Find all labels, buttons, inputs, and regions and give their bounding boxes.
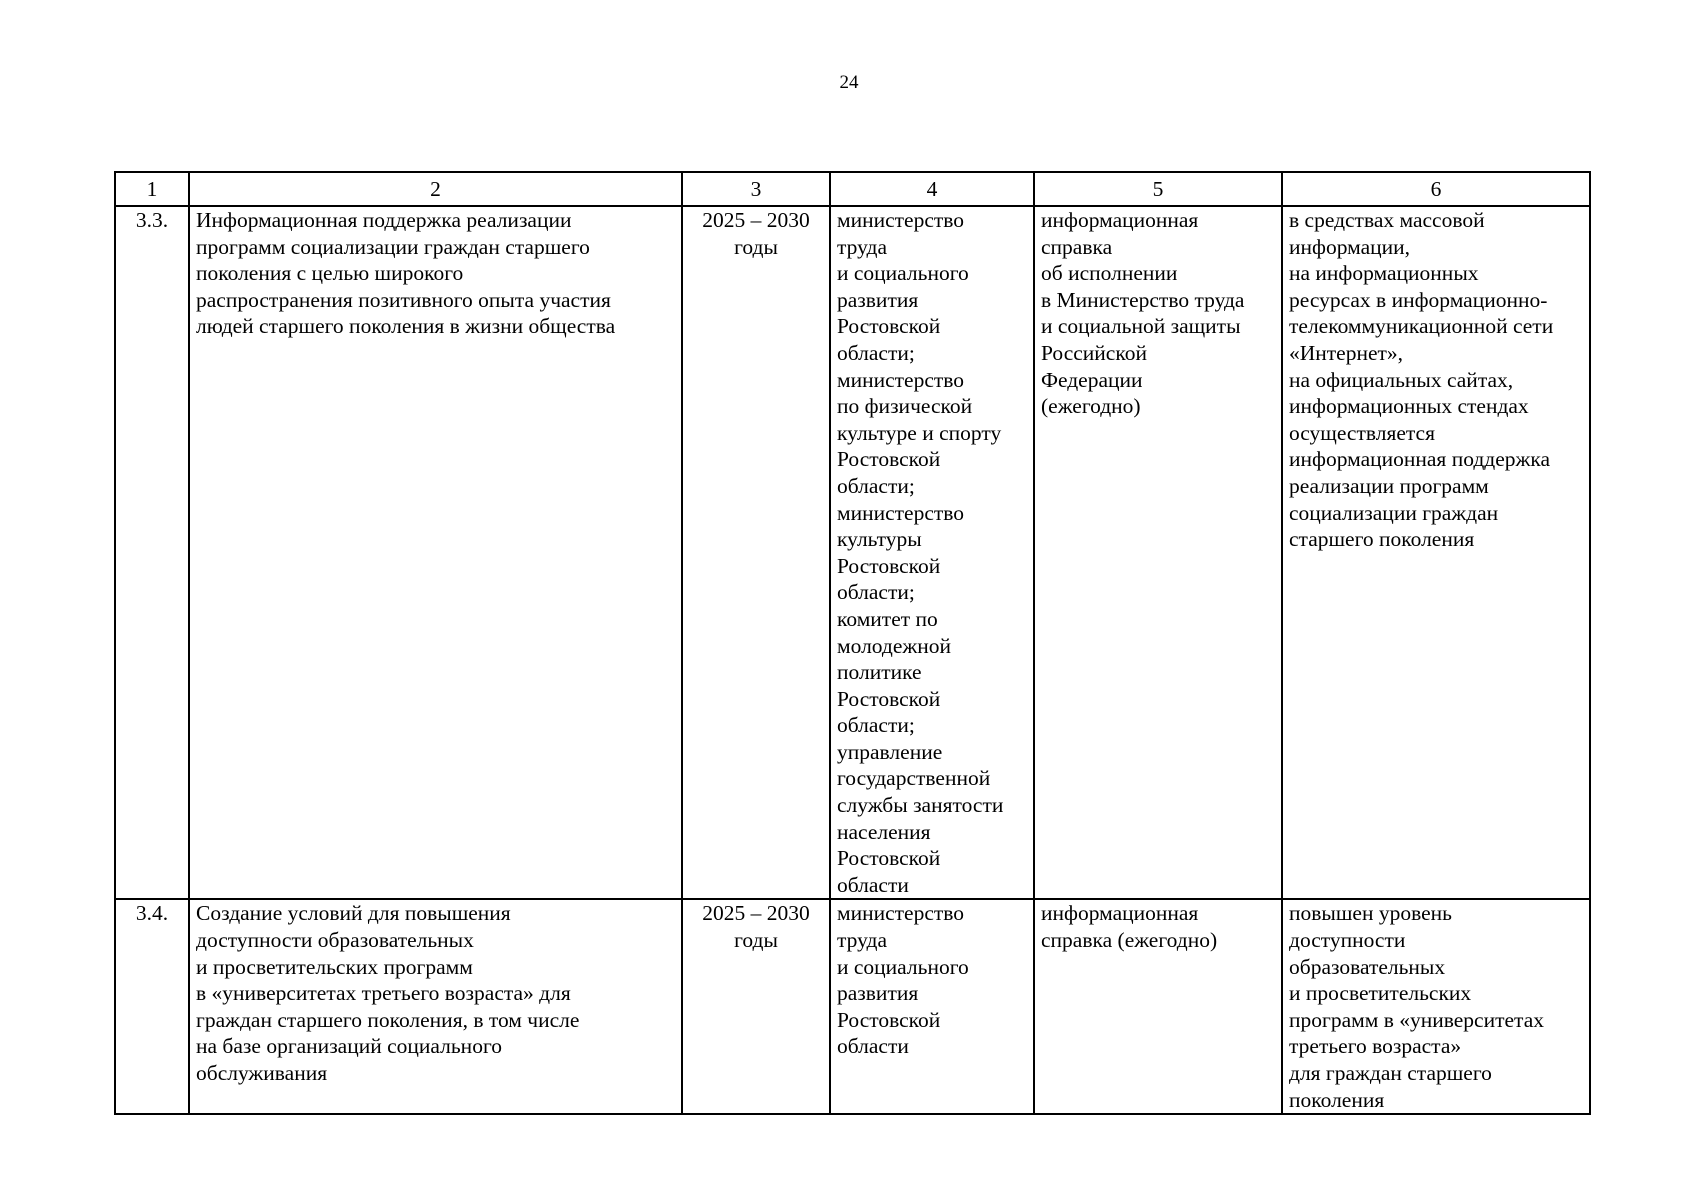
- measures-table: [114, 171, 1591, 1115]
- cell-text-line: старшего поколения: [1289, 527, 1475, 552]
- event-cell: [189, 206, 682, 899]
- cell-text-line: государственной: [837, 766, 991, 791]
- cell-text-line: в Министерство труда: [1041, 287, 1245, 312]
- cell-text-line: программ в «университетах: [1289, 1007, 1544, 1032]
- cell-text-line: в «университетах третьего возраста» для: [196, 981, 571, 1006]
- page-number: 24: [839, 72, 859, 93]
- cell-text-line: обслуживания: [196, 1061, 328, 1085]
- event-cell: [189, 899, 682, 1114]
- cell-text-line: поколения: [1289, 1087, 1385, 1112]
- cell-text-line: реализации программ: [1289, 473, 1489, 498]
- report-cell: [1034, 899, 1282, 1114]
- cell-text-line: информационная: [1041, 208, 1199, 232]
- cell-text-line: телекоммуникационной сети: [1289, 314, 1554, 339]
- cell-text-line: справка: [1041, 234, 1113, 259]
- header-cell-6: 6: [1282, 172, 1590, 206]
- cell-text-line: справка (ежегодно): [1041, 928, 1218, 953]
- header-cell-1: 1: [115, 172, 189, 206]
- cell-text-line: 2025 – 2030: [702, 208, 810, 232]
- cell-text-line: 2025 – 2030: [702, 901, 810, 926]
- cell-text-line: комитет по: [837, 606, 938, 631]
- cell-text-line: Ростовской: [837, 846, 941, 871]
- cell-text-line: Ростовской: [837, 447, 941, 472]
- header-row: [115, 172, 1590, 206]
- cell-text-line: области: [837, 872, 909, 897]
- cell-text-line: годы: [734, 234, 778, 259]
- executors-cell: [830, 206, 1034, 899]
- executors-cell: [830, 899, 1034, 1114]
- header-cell-2: 2: [189, 172, 682, 206]
- cell-text-line: Создание условий для повышения: [196, 901, 511, 926]
- cell-text-line: области;: [837, 713, 915, 738]
- cell-text-line: для граждан старшего: [1289, 1061, 1492, 1085]
- cell-text-line: программ социализации граждан старшего: [196, 234, 590, 259]
- cell-text-line: доступности образовательных: [196, 928, 474, 953]
- result-cell: [1282, 899, 1590, 1114]
- cell-text-line: по физической: [837, 394, 973, 419]
- cell-text-line: области;: [837, 580, 915, 605]
- cell-text-line: населения: [837, 819, 931, 844]
- cell-text-line: труда: [837, 928, 888, 953]
- cell-text-line: информационная: [1041, 901, 1199, 926]
- period-cell: [682, 899, 830, 1114]
- cell-text-line: ресурсах в информационно-: [1289, 287, 1548, 312]
- cell-text-line: развития: [837, 287, 919, 312]
- cell-text-line: информации,: [1289, 234, 1411, 259]
- cell-text-line: (ежегодно): [1041, 394, 1141, 419]
- cell-text-line: Российской: [1041, 340, 1147, 365]
- header-cell-5: 5: [1034, 172, 1282, 206]
- cell-text-line: людей старшего поколения в жизни общества: [196, 314, 616, 339]
- cell-text-line: Федерации: [1041, 367, 1143, 392]
- cell-text-line: «Интернет»,: [1289, 340, 1404, 365]
- cell-text-line: области;: [837, 473, 915, 498]
- cell-text-line: Информационная поддержка реализации: [196, 208, 572, 232]
- row-number-cell: 3.4.: [115, 899, 189, 1114]
- cell-text-line: и социальной защиты: [1041, 314, 1241, 339]
- cell-text-line: области: [837, 1034, 909, 1059]
- cell-text-line: культуры: [837, 527, 922, 552]
- cell-text-line: Ростовской: [837, 553, 941, 578]
- row-number-cell: 3.3.: [115, 206, 189, 899]
- cell-text-line: политике: [837, 660, 922, 685]
- cell-text-line: третьего возраста»: [1289, 1034, 1462, 1059]
- period-cell: [682, 206, 830, 899]
- cell-text-line: на официальных сайтах,: [1289, 367, 1514, 392]
- cell-text-line: граждан старшего поколения, в том числе: [196, 1007, 580, 1032]
- cell-text-line: поколения с целью широкого: [196, 261, 464, 286]
- table-row: [115, 206, 1590, 899]
- cell-text-line: Ростовской: [837, 1007, 941, 1032]
- cell-text-line: управление: [837, 739, 943, 764]
- cell-text-line: повышен уровень: [1289, 901, 1452, 926]
- cell-text-line: социализации граждан: [1289, 500, 1499, 525]
- cell-text-line: в средствах массовой: [1289, 208, 1485, 232]
- cell-text-line: области;: [837, 340, 915, 365]
- cell-text-line: годы: [734, 928, 778, 953]
- cell-text-line: молодежной: [837, 633, 952, 658]
- cell-text-line: труда: [837, 234, 888, 259]
- cell-text-line: министерство: [837, 208, 965, 232]
- cell-text-line: информационная поддержка: [1289, 447, 1551, 472]
- cell-text-line: культуре и спорту: [837, 420, 1002, 445]
- cell-text-line: и социального: [837, 954, 969, 979]
- cell-text-line: Ростовской: [837, 314, 941, 339]
- report-cell: [1034, 206, 1282, 899]
- cell-text-line: информационных стендах: [1289, 394, 1529, 419]
- cell-text-line: доступности: [1289, 928, 1406, 953]
- cell-text-line: развития: [837, 981, 919, 1006]
- header-cell-4: 4: [830, 172, 1034, 206]
- table-row: [115, 899, 1590, 1114]
- cell-text-line: на информационных: [1289, 261, 1479, 286]
- header-cell-3: 3: [682, 172, 830, 206]
- cell-text-line: осуществляется: [1289, 420, 1435, 445]
- cell-text-line: Ростовской: [837, 686, 941, 711]
- cell-text-line: и просветительских: [1289, 981, 1472, 1006]
- cell-text-line: образовательных: [1289, 954, 1446, 979]
- cell-text-line: министерство: [837, 901, 965, 926]
- cell-text-line: на базе организаций социального: [196, 1034, 502, 1059]
- cell-text-line: об исполнении: [1041, 261, 1178, 286]
- cell-text-line: и социального: [837, 261, 969, 286]
- cell-text-line: службы занятости: [837, 793, 1004, 818]
- cell-text-line: министерство: [837, 500, 965, 525]
- cell-text-line: и просветительских программ: [196, 954, 473, 979]
- cell-text-line: министерство: [837, 367, 965, 392]
- result-cell: [1282, 206, 1590, 899]
- cell-text-line: распространения позитивного опыта участия: [196, 287, 611, 312]
